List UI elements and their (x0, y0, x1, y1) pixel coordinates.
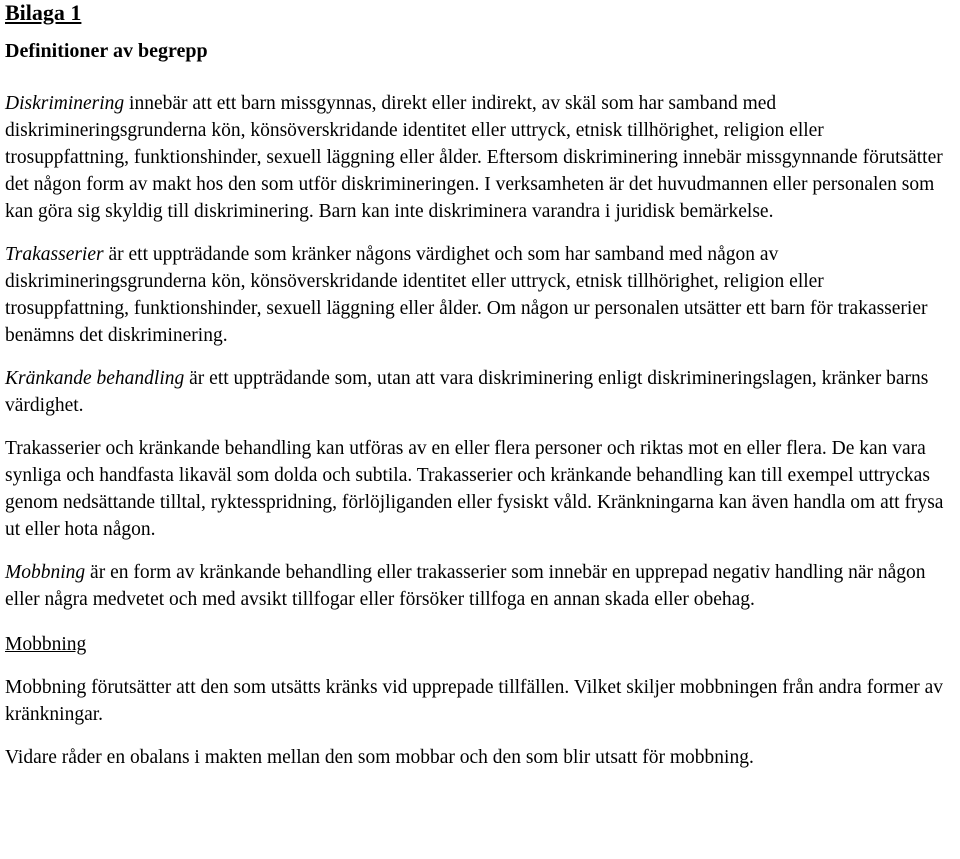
appendix-label: Bilaga 1 (5, 0, 82, 25)
paragraph-utforande (5, 435, 945, 543)
paragraph-mobbning-upprepning: Mobbning förutsätter att den som utsätts kränks vid upprepade tillfällen. Vilket skiljer mobbningen från andra former av kränkningar. (5, 677, 944, 725)
definition-mobbning: är en form av kränkande behandling eller trakasserier som innebär en upprepad negativ handling när någon eller några medvetet och med avsikt tillfogar eller försöker tillfoga en annan skada eller obehag. (5, 562, 926, 610)
subheading-mobbning: Mobbning (5, 634, 87, 655)
definition-krankande-behandling: är ett uppträdande som, utan att vara diskriminering enligt diskrimineringslagen, kränker barns värdighet. (5, 368, 929, 416)
page-title: Definitioner av begrepp (5, 40, 208, 62)
definition-trakasserier: är ett uppträdande som kränker någons värdighet och som har samband med någon av diskrimineringsgrunderna kön, könsöverskridande identitet eller uttryck, etnisk tillhörighet, religion eller trosuppfattning, funktionshinder, sexuell läggning eller ålder. Om någon ur personalen utsätter ett barn för trakasserier benämns det diskriminering. (5, 244, 928, 346)
paragraph-diskriminering (5, 90, 945, 225)
paragraph-mobbning (5, 559, 945, 613)
term-diskriminering: Diskriminering (5, 93, 125, 114)
definition-diskriminering: innebär att ett barn missgynnas, direkt eller indirekt, av skäl som har samband med diskrimineringsgrunderna kön, könsöverskridande identitet eller uttryck, etnisk tillhörighet, religion eller trosuppfattning, funktionshinder, sexuell läggning eller ålder. Eftersom diskriminering innebär missgynnande förutsätter det någon form av makt hos den som utför diskrimineringen. I verksamheten är det huvudmannen eller personalen som kan göra sig skyldig till diskriminering. Barn kan inte diskriminera varandra i juridisk bemärkelse. (5, 93, 943, 222)
term-trakasserier: Trakasserier (5, 244, 104, 265)
paragraph-trakasserier (5, 241, 945, 349)
term-mobbning: Mobbning (5, 562, 86, 583)
paragraph-utforande-text: Trakasserier och kränkande behandling kan utföras av en eller flera personer och riktas mot en eller flera. De kan vara synliga och handfasta likaväl som dolda och subtila. Trakasserier och kränkande behandling kan till exempel uttryckas genom nedsättande tilltal, ryktesspridning, förlöjliganden eller fysiskt våld. Kränkningarna kan även handla om att frysa ut eller hota någon. (5, 438, 944, 540)
term-krankande-behandling: Kränkande behandling (5, 368, 185, 389)
paragraph-mobbning-maktobalans: Vidare råder en obalans i makten mellan den som mobbar och den som blir utsatt för mobbning. (5, 747, 754, 768)
paragraph-krankande-behandling (5, 365, 945, 419)
